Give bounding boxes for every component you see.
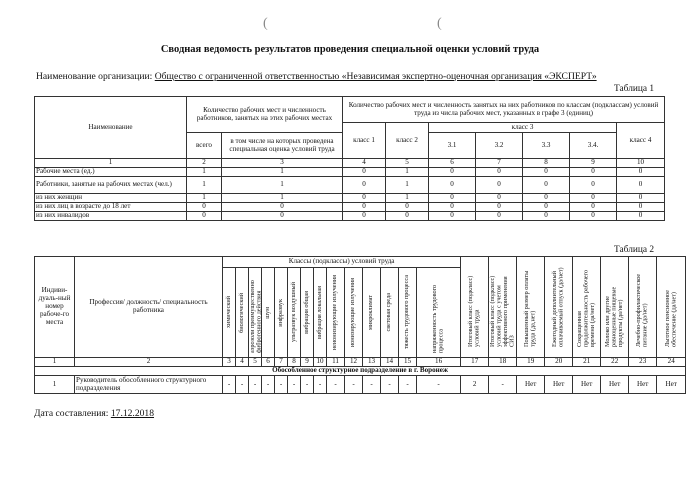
extra-value: Нет xyxy=(573,376,601,394)
header-factor: световая среда xyxy=(385,293,393,332)
header-factor: микроклимат xyxy=(367,295,375,330)
cell: 0 xyxy=(429,177,476,194)
cell: 0 xyxy=(617,168,665,177)
cell: 1 xyxy=(386,168,429,177)
header-factor: ионизирующие излучения xyxy=(349,277,357,348)
column-number: 5 xyxy=(386,159,429,168)
cell: 0 xyxy=(429,212,476,221)
header-extra: Итоговый класс (подкласс) условий труда xyxy=(467,275,481,347)
column-number: 7 xyxy=(476,159,523,168)
cell: 0 xyxy=(570,212,617,221)
header-sub: 3.4. xyxy=(570,133,617,159)
cell: 0 xyxy=(617,203,665,212)
header-factor: шум xyxy=(263,306,271,319)
header-factor: химический xyxy=(224,296,232,329)
cell: 0 xyxy=(343,177,386,194)
row-label: из них женщин xyxy=(35,194,187,203)
cell: 1 xyxy=(386,177,429,194)
column-number: 22 xyxy=(601,358,629,367)
cell: 0 xyxy=(343,212,386,221)
organization-label: Наименование организации: xyxy=(36,71,153,82)
column-number: 14 xyxy=(381,358,399,367)
factor-class: - xyxy=(381,376,399,394)
column-number: 1 xyxy=(35,159,187,168)
cell: 0 xyxy=(570,177,617,194)
header-name: Наименование xyxy=(35,97,187,159)
extra-value: 2 xyxy=(461,376,489,394)
header-factor: вибрация общая xyxy=(302,291,310,334)
cell: 0 xyxy=(187,212,222,221)
header-factor: инфразвук xyxy=(276,298,284,327)
column-number: 3 xyxy=(223,358,236,367)
header-factor: биологический xyxy=(237,292,245,333)
column-number: 7 xyxy=(275,358,288,367)
cell: 1 xyxy=(386,194,429,203)
column-number: 9 xyxy=(570,159,617,168)
workplace-id: 1 xyxy=(35,376,75,394)
factor-class: - xyxy=(236,376,249,394)
column-number: 16 xyxy=(417,358,461,367)
cell: 0 xyxy=(617,212,665,221)
column-number: 6 xyxy=(429,159,476,168)
header-extra: Повышенный размер оплаты труда (да,нет) xyxy=(523,270,537,347)
factor-class: - xyxy=(345,376,363,394)
column-number: 1 xyxy=(35,358,75,367)
column-number: 4 xyxy=(236,358,249,367)
cell: 0 xyxy=(429,194,476,203)
column-number: 18 xyxy=(489,358,517,367)
header-profession: Профессия/ должность/ специальность работника xyxy=(75,257,223,358)
header-classes: Классы (подклассы) условий труда xyxy=(223,257,461,268)
header-sub: 3.1 xyxy=(429,133,476,159)
cell: 0 xyxy=(429,168,476,177)
cell: 0 xyxy=(476,203,523,212)
factor-class: - xyxy=(275,376,288,394)
extra-value: Нет xyxy=(657,376,686,394)
profession: Руководитель обособленного структурного подразделения xyxy=(75,376,223,394)
header-workplace-id: Индиви-дуаль-ный номер рабоче-го места xyxy=(35,257,75,358)
header-extra: Молоко или другие равноценные пищевые продукты (да/нет) xyxy=(603,286,624,347)
cell: 0 xyxy=(343,168,386,177)
cell: 0 xyxy=(343,203,386,212)
column-number: 13 xyxy=(363,358,381,367)
header-class3: класс 3 xyxy=(429,123,617,133)
date-label: Дата составления: xyxy=(34,408,109,419)
factor-class: - xyxy=(249,376,262,394)
extra-value: Нет xyxy=(517,376,545,394)
summary-table xyxy=(34,96,665,221)
header-factor: тяжесть трудового процесса xyxy=(403,275,411,350)
column-number: 10 xyxy=(314,358,327,367)
cell: 1 xyxy=(187,194,222,203)
cell: 0 xyxy=(476,194,523,203)
header-factor: неионизирующие излучения xyxy=(331,274,339,351)
cell: 0 xyxy=(570,203,617,212)
header-assessed: в том числе на которых проведена специальная оценка условий труда xyxy=(222,133,343,159)
cell: 0 xyxy=(523,203,570,212)
cell: 0 xyxy=(570,168,617,177)
margin-mark: ( xyxy=(263,16,268,31)
document-title: Сводная ведомость результатов проведения специальной оценки условий труда xyxy=(160,44,540,55)
column-number: 8 xyxy=(288,358,301,367)
column-number: 19 xyxy=(517,358,545,367)
column-number: 3 xyxy=(222,159,343,168)
factor-class: - xyxy=(399,376,417,394)
header-extra: Ежегодный дополнительный оплачиваемый отпуск (да/нет) xyxy=(551,267,565,347)
cell: 1 xyxy=(222,168,343,177)
cell: 0 xyxy=(343,194,386,203)
column-number: 12 xyxy=(345,358,363,367)
extra-value: Нет xyxy=(601,376,629,394)
cell: 0 xyxy=(476,177,523,194)
column-number: 10 xyxy=(617,159,665,168)
cell: 0 xyxy=(429,203,476,212)
factor-class: - xyxy=(363,376,381,394)
header-extra: Льготное пенсионное обеспечение (да/нет) xyxy=(663,290,678,347)
row-label: Работники, занятые на рабочих местах (чел.) xyxy=(35,177,187,194)
header-class2: класс 2 xyxy=(386,123,429,159)
header-by-class: Количество рабочих мест и численность занятых на них работников по классам (подклассам) условий труда из числа рабочих мест, указанных в графе 3 (единиц) xyxy=(343,97,665,123)
section-heading: Обособленное структурное подразделение в г. Воронеж xyxy=(35,367,686,376)
row-label: из них инвалидов xyxy=(35,212,187,221)
column-number: 2 xyxy=(187,159,222,168)
header-class4: класс 4 xyxy=(617,123,665,159)
cell: 0 xyxy=(476,212,523,221)
header-workplaces: Количество рабочих мест и численность работников, занятых на этих рабочих местах xyxy=(187,97,343,133)
header-class1: класс 1 xyxy=(343,123,386,159)
extra-value: - xyxy=(489,376,517,394)
cell: 0 xyxy=(222,203,343,212)
column-number: 11 xyxy=(327,358,345,367)
cell: 1 xyxy=(187,177,222,194)
cell: 0 xyxy=(187,203,222,212)
cell: 0 xyxy=(617,194,665,203)
organization-line xyxy=(36,71,597,82)
header-extra: Сокращенная продолжительность рабочего времени (да/нет) xyxy=(575,269,596,347)
cell: 0 xyxy=(386,212,429,221)
column-number: 8 xyxy=(523,159,570,168)
header-sub: 3.3 xyxy=(523,133,570,159)
column-number: 5 xyxy=(249,358,262,367)
column-number: 23 xyxy=(629,358,657,367)
margin-mark: ( xyxy=(437,16,442,31)
table2-caption: Таблица 2 xyxy=(614,245,655,255)
header-total: всего xyxy=(187,133,222,159)
cell: 0 xyxy=(222,212,343,221)
cell: 1 xyxy=(222,177,343,194)
cell: 0 xyxy=(523,212,570,221)
factor-class: - xyxy=(288,376,301,394)
factor-class: - xyxy=(327,376,345,394)
organization-name: Общество с ограниченной ответственностью «Независимая экспертно-оценочная организация «ЭКСПЕРТ» xyxy=(154,71,597,82)
factor-class: - xyxy=(301,376,314,394)
header-factor: напряженность трудового процесса xyxy=(431,284,445,353)
cell: 0 xyxy=(523,177,570,194)
cell: 0 xyxy=(523,168,570,177)
row-label: Рабочие места (ед.) xyxy=(35,168,187,177)
header-factor: ультразвук воздушный xyxy=(289,282,297,343)
column-number: 4 xyxy=(343,159,386,168)
header-sub: 3.2 xyxy=(476,133,523,159)
factor-class: - xyxy=(223,376,236,394)
factor-class: - xyxy=(262,376,275,394)
column-number: 9 xyxy=(301,358,314,367)
cell: 1 xyxy=(187,168,222,177)
factor-class: - xyxy=(314,376,327,394)
header-extra: Итоговый класс (подкласс) условий труда с учетом эффективного применения СИЗ xyxy=(489,275,516,347)
column-number: 20 xyxy=(545,358,573,367)
extra-value: Нет xyxy=(629,376,657,394)
date-value: 17.12.2018 xyxy=(110,408,155,419)
header-factor: аэрозоли преимущественно фиброгенного действия xyxy=(249,279,263,353)
table1-caption: Таблица 1 xyxy=(614,84,655,94)
workplace-table xyxy=(34,256,686,394)
column-number: 15 xyxy=(399,358,417,367)
extra-value: Нет xyxy=(545,376,573,394)
cell: 0 xyxy=(617,177,665,194)
column-number: 6 xyxy=(262,358,275,367)
cell: 1 xyxy=(222,194,343,203)
compilation-date xyxy=(34,408,154,419)
column-number: 21 xyxy=(573,358,601,367)
cell: 0 xyxy=(386,203,429,212)
factor-class: - xyxy=(417,376,461,394)
column-number: 17 xyxy=(461,358,489,367)
column-number: 2 xyxy=(75,358,223,367)
cell: 0 xyxy=(523,194,570,203)
header-extra: Лечебно-профилактическое питание (да/нет) xyxy=(635,273,649,347)
column-number: 24 xyxy=(657,358,686,367)
header-factor: вибрация локальная xyxy=(315,286,323,339)
cell: 0 xyxy=(476,168,523,177)
cell: 0 xyxy=(570,194,617,203)
row-label: из них лиц в возрасте до 18 лет xyxy=(35,203,187,212)
